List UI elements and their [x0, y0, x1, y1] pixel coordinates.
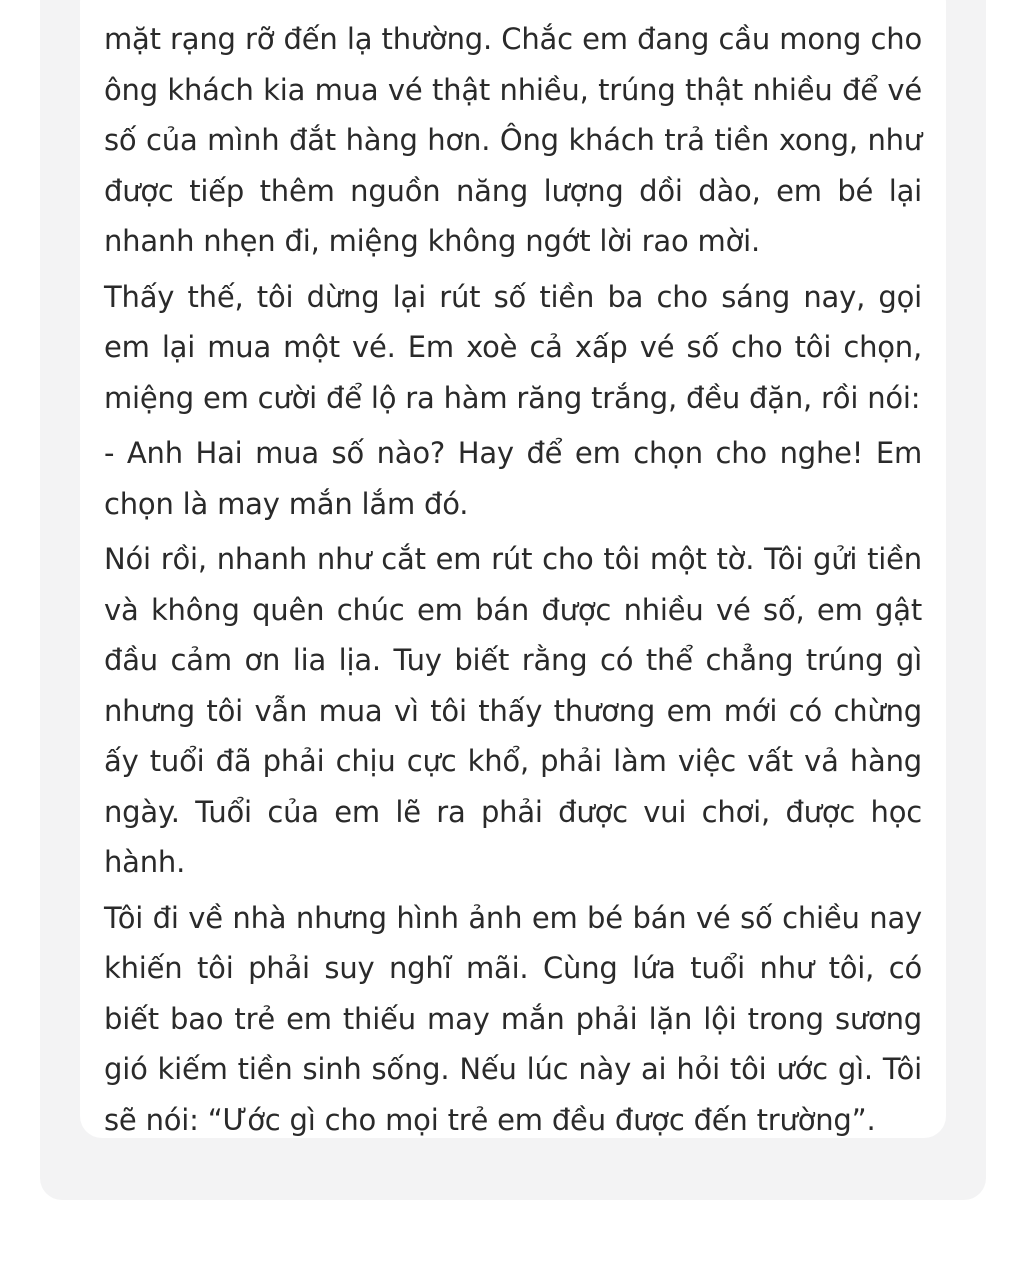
paragraph-5: Tôi đi về nhà nhưng hình ảnh em bé bán vé số chiều nay khiến tôi phải suy nghĩ mãi. Cùng lứa tuổi như tôi, có biết bao trẻ em thiếu may mắn phải lặn lội trong sương gió kiếm tiền sinh sống. Nếu lúc này ai hỏi tôi ước gì. Tôi sẽ nói: “Ước gì cho mọi trẻ em đều được đến trường”. — [104, 900, 922, 1137]
article-text — [104, 14, 922, 1150]
paragraph-4: Nói rồi, nhanh như cắt em rút cho tôi một tờ. Tôi gửi tiền và không quên chúc em bán được nhiều vé số, em gật đầu cảm ơn lia lịa. Tuy biết rằng có thể chẳng trúng gì nhưng tôi vẫn mua vì tôi thấy thương em mới có chừng ấy tuổi đã phải chịu cực khổ, phải làm việc vất vả hàng ngày. Tuổi của em lẽ ra phải được vui chơi, được học hành. — [104, 542, 922, 879]
paragraph-1: mặt rạng rỡ đến lạ thường. Chắc em đang cầu mong cho ông khách kia mua vé thật nhiều, trúng thật nhiều để vé số của mình đắt hàng hơn. Ông khách trả tiền xong, như được tiếp thêm nguồn năng lượng dồi dào, em bé lại nhanh nhẹn đi, miệng không ngớt lời rao mời. — [104, 22, 922, 258]
paragraph-2: Thấy thế, tôi dừng lại rút số tiền ba cho sáng nay, gọi em lại mua một vé. Em xoè cả xấp vé số cho tôi chọn, miệng em cười để lộ ra hàm răng trắng, đều đặn, rồi nói: — [104, 279, 922, 415]
paragraph-3-dialogue: - Anh Hai mua số nào? Hay để em chọn cho nghe! Em chọn là may mắn lắm đó. — [104, 436, 922, 521]
